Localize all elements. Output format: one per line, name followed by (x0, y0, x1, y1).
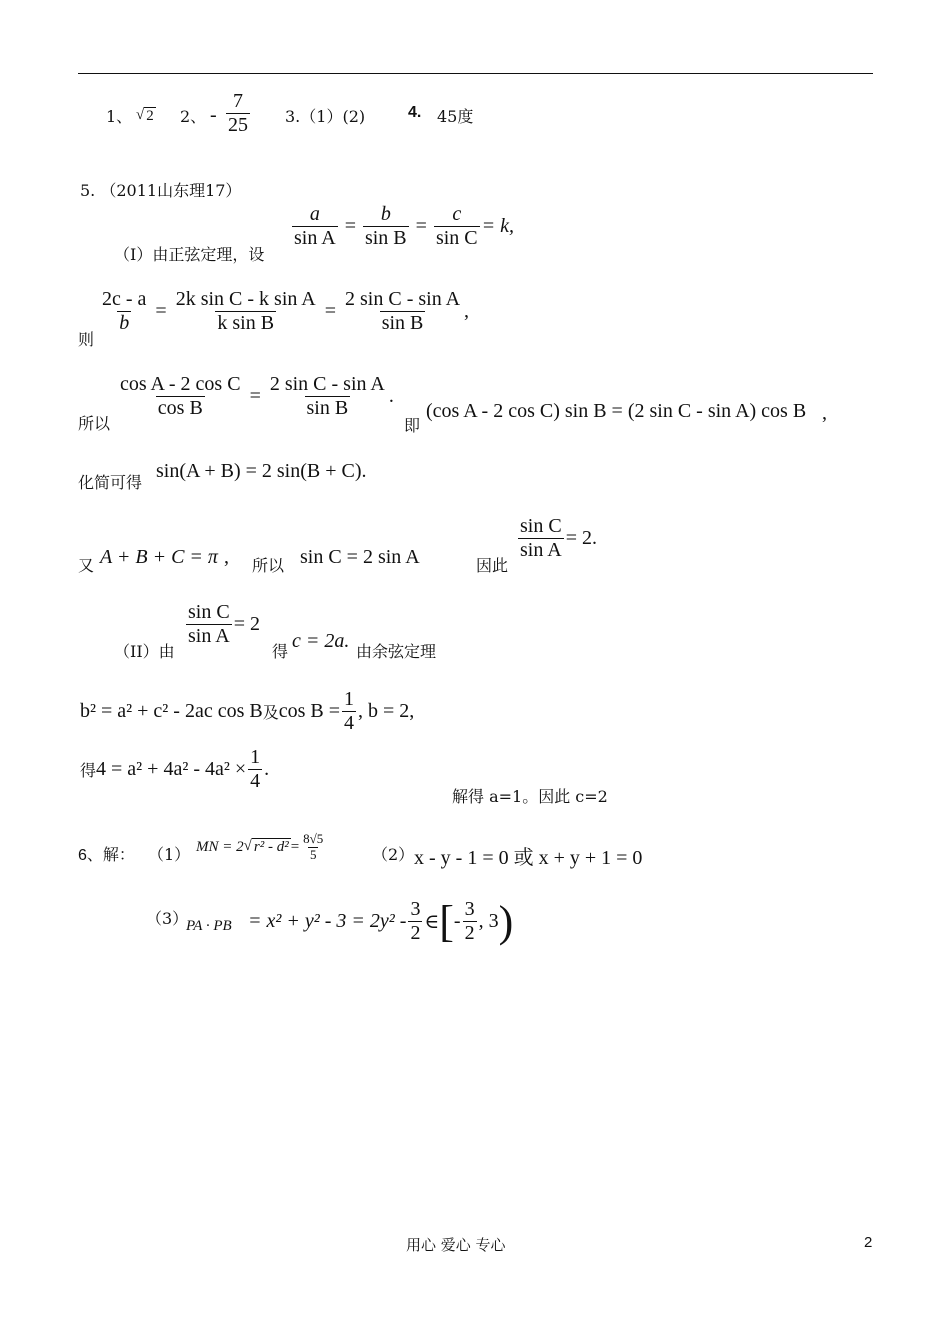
q5-part1-intro: （I）由正弦定理，设 (114, 245, 265, 264)
q5-ji-comma: , (822, 402, 827, 424)
q5-ji-label: 即 (404, 416, 421, 435)
answer-4-label: 4. (408, 104, 422, 121)
q6-part3-label: （3） (146, 909, 189, 928)
q6-pa-pb: PA · PB (186, 918, 232, 934)
answer-2-minus: - (210, 104, 217, 126)
q5-cos-rule-equation: b² = a² + c² - 2ac cos B 及 cos B = $\frac{1}{4}$ , b = 2, (80, 688, 415, 734)
header-rule (78, 73, 873, 74)
q5-ji-equation: (cos A - 2 cos C) sin B = (2 sin C - sin A) cos B (426, 400, 807, 422)
answer-4-value: 45度 (437, 107, 474, 126)
q5-c-equals-2a: c = 2a. (292, 630, 350, 652)
q5-so-label: 所以 (78, 414, 111, 433)
q5-sine-law-equation: $\frac{a}{\text{sin A}}$ = $\frac{b}{\text{sin B}}$ = $\frac{c}{\text{sin C}}$ = k, (294, 203, 514, 249)
q5-final-equation: 得 4 = a² + 4a² - 4a² × $\frac{1}{4}$ . (80, 746, 270, 792)
q5-angle-sum: A + B + C = π (100, 546, 218, 568)
q6-range-equation: = x² + y² - 3 = 2y² - $\frac{3}{2}$ ∈ [ - $\frac{3}{2}$ , 3 ) (248, 896, 514, 946)
q5-simplify-label: 化简可得 (78, 473, 143, 492)
q5-then-label: 则 (78, 330, 95, 349)
q5-simplify-equation: sin(A + B) = 2 sin(B + C). (156, 460, 367, 482)
q5-header: 5. （2011山东理17） (80, 181, 242, 200)
q5-so-label-2: 所以 (252, 556, 285, 575)
q5-you-label: 又 (78, 556, 95, 575)
answer-1-value: √ 2 (136, 107, 154, 124)
answer-2-fraction: $\frac{7}{25}$ (228, 90, 248, 136)
page-number: 2 (864, 1234, 873, 1251)
q6-part2-label: （2） (372, 845, 415, 864)
q6-line-equation: x - y - 1 = 0 或 x + y + 1 = 0 (414, 847, 643, 869)
q6-mn-equation: MN = 2 √ r² - d² = $\frac{8√5}{5}$ (196, 831, 324, 862)
answer-1-label: 1、 (106, 107, 133, 126)
q5-hence-label: 因此 (476, 556, 509, 575)
q5-cos-ratio-equation: $\frac{\text{cos A - 2 cos C}}{\text{cos B}}$ = $\frac{\text{2 sin C - sin A}}{\text{sin B}}$ . (120, 373, 394, 419)
answer-3: 3.（1）(2) (285, 107, 366, 126)
q5-cos-rule-label: 由余弦定理 (356, 642, 437, 661)
q6-part1-label: （1） (148, 845, 191, 864)
q5-ratio-equation: $\frac{2c - a}{b}$ = $\frac{\text{2k sin C - k sin A}}{\text{k sin B}}$ = $\frac{\text{2 sin C - sin A}}{\text{sin B}}$ , (102, 288, 470, 334)
q5-sinC-equation: sin C = 2 sin A (300, 546, 420, 568)
q6-label: 6、解： (78, 847, 135, 864)
q5-result: 解得 a=1。因此 c=2 (452, 787, 608, 806)
q5-part2-label: （II）由 (114, 642, 175, 661)
q5-ratio-result: $\frac{\text{sin C}}{\text{sin A}}$ = 2. (520, 515, 597, 561)
q5-angle-sum-comma: , (224, 546, 229, 568)
footer-motto: 用心 爱心 专心 (406, 1236, 506, 1254)
q5-part2-ratio: $\frac{\text{sin C}}{\text{sin A}}$ = 2 (188, 601, 260, 647)
q5-de-label: 得 (272, 642, 289, 661)
answer-2-label: 2、 (180, 107, 207, 126)
